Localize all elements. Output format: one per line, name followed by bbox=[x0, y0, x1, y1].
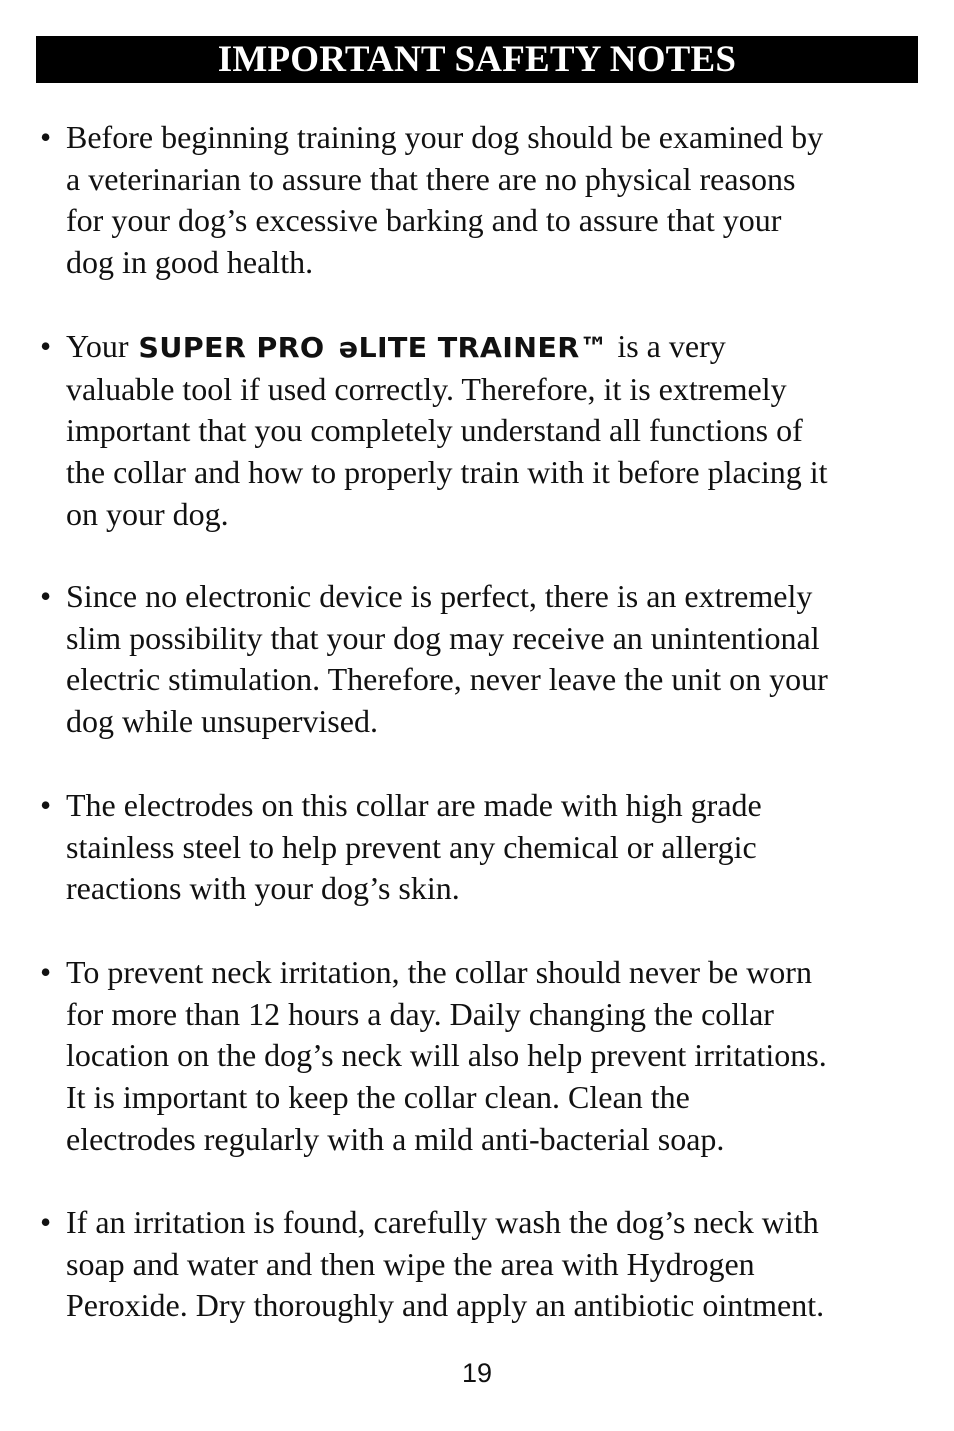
note-line: Since no electronic device is perfect, there is an extremely bbox=[66, 578, 813, 614]
header-bar bbox=[36, 36, 918, 83]
note-line: a veterinarian to assure that there are no physical reasons bbox=[66, 160, 796, 197]
note-text bbox=[66, 576, 920, 743]
page-number: 19 bbox=[461, 1358, 493, 1388]
brand-logo bbox=[138, 327, 608, 369]
list-item bbox=[40, 1202, 920, 1327]
bullet-icon: • bbox=[40, 954, 52, 990]
note-line: electric stimulation. Therefore, never leave the unit on your bbox=[66, 661, 828, 698]
bullet-icon: • bbox=[40, 787, 52, 823]
note-line: the collar and how to properly train with it before placing it bbox=[66, 454, 828, 491]
bullet-icon: • bbox=[40, 119, 52, 155]
bullet-icon: • bbox=[40, 578, 52, 614]
note-text bbox=[66, 952, 920, 1161]
note-text bbox=[66, 1202, 920, 1327]
note-line: Peroxide. Dry thoroughly and apply an antibiotic ointment. bbox=[66, 1287, 825, 1324]
list-item bbox=[40, 117, 920, 284]
note-line: for your dog’s excessive barking and to assure that your bbox=[66, 202, 782, 239]
note-line: dog while unsupervised. bbox=[66, 703, 378, 740]
note-line: location on the dog’s neck will also help prevent irritations. bbox=[66, 1037, 827, 1074]
note-line: electrodes regularly with a mild anti-bacterial soap. bbox=[66, 1120, 725, 1157]
note-line: on your dog. bbox=[66, 495, 229, 532]
note-line: reactions with your dog’s skin. bbox=[66, 870, 460, 907]
brand-name-part2: əLITE TRAINER™ bbox=[338, 331, 608, 364]
bullet-icon: • bbox=[40, 328, 52, 364]
note-text bbox=[66, 117, 920, 284]
note-line: dog in good health. bbox=[66, 244, 314, 281]
note-line: Before beginning training your dog should be examined by bbox=[66, 119, 824, 155]
note-line: The electrodes on this collar are made with high grade bbox=[66, 787, 762, 823]
page-title: IMPORTANT SAFETY NOTES bbox=[217, 39, 737, 80]
note-line: It is important to keep the collar clean. Clean the bbox=[66, 1079, 690, 1116]
brand-name-part1: SUPER PRO bbox=[137, 331, 325, 364]
note-line-with-brand bbox=[66, 326, 920, 369]
note-text bbox=[66, 326, 920, 536]
list-item bbox=[40, 952, 920, 1161]
note-text bbox=[66, 785, 920, 910]
note-line-suffix: is a very bbox=[617, 328, 726, 364]
note-line-prefix: Your bbox=[66, 328, 129, 364]
note-line: If an irritation is found, carefully wash the dog’s neck with bbox=[66, 1204, 819, 1240]
note-line: for more than 12 hours a day. Daily changing the collar bbox=[66, 995, 774, 1032]
list-item bbox=[40, 785, 920, 910]
list-item bbox=[40, 326, 920, 536]
note-line: valuable tool if used correctly. Therefore, it is extremely bbox=[66, 370, 787, 407]
bullet-icon: • bbox=[40, 1204, 52, 1240]
note-line: soap and water and then wipe the area with Hydrogen bbox=[66, 1245, 755, 1282]
list-item bbox=[40, 576, 920, 743]
note-line: To prevent neck irritation, the collar should never be worn bbox=[66, 954, 812, 990]
note-line: slim possibility that your dog may receive an unintentional bbox=[66, 619, 820, 656]
note-line: stainless steel to help prevent any chemical or allergic bbox=[66, 828, 757, 865]
note-line: important that you completely understand all functions of bbox=[66, 412, 803, 449]
